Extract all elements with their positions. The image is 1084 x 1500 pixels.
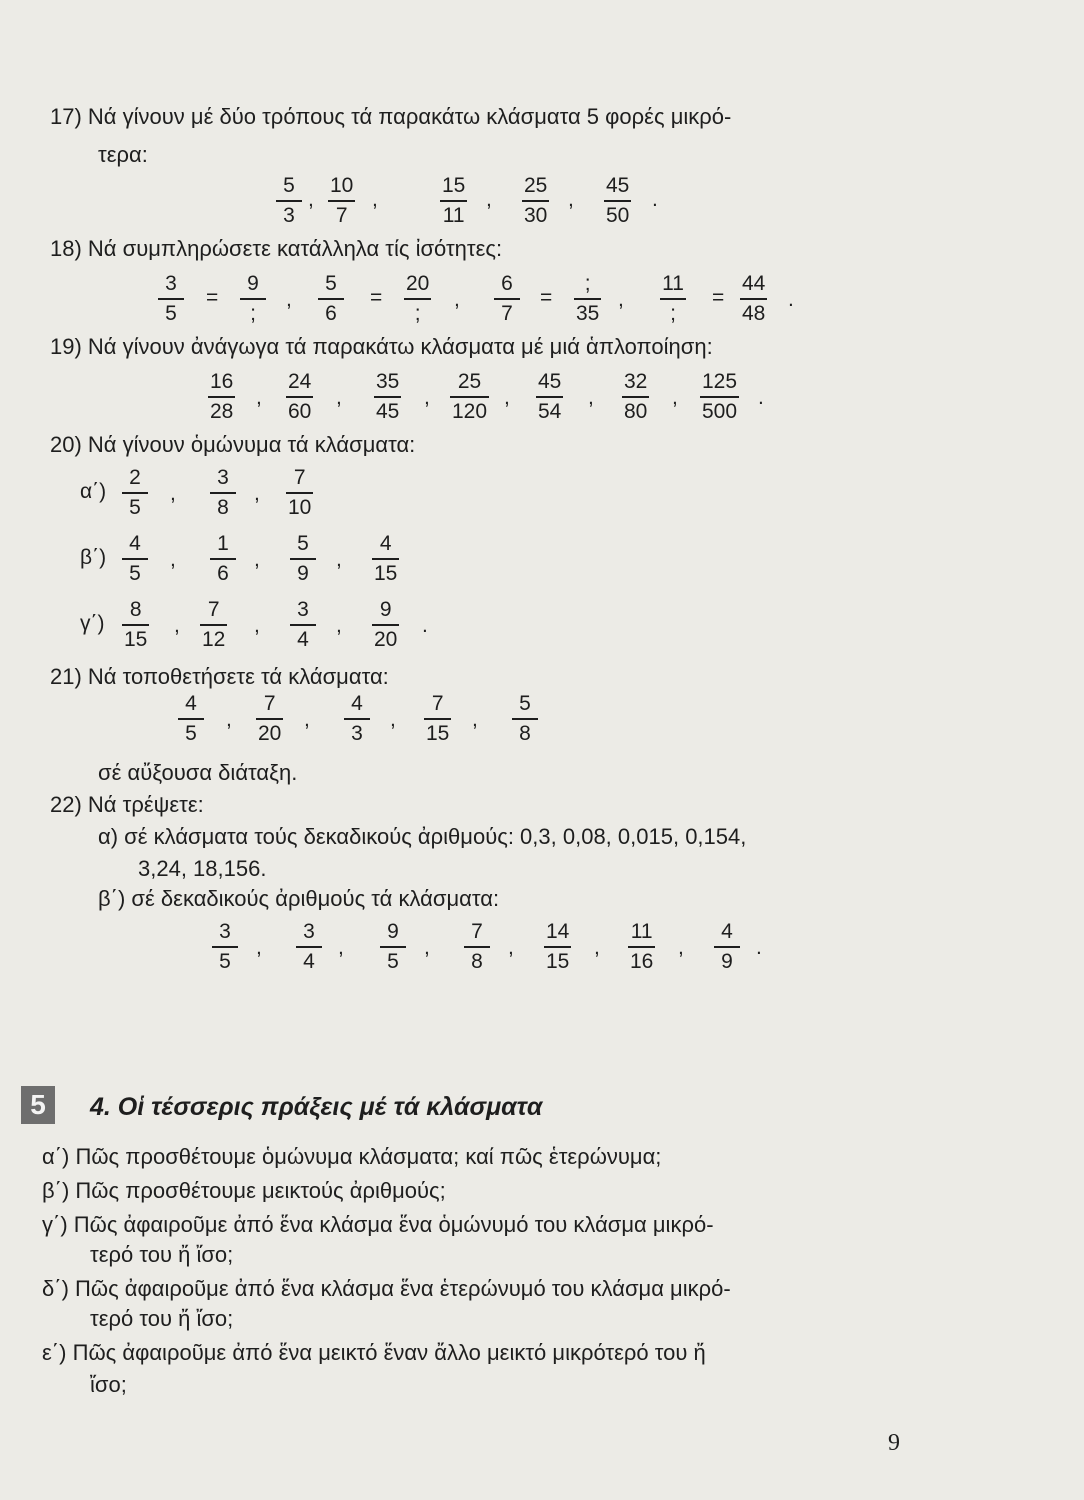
- fraction: 11 16: [630, 920, 654, 973]
- fraction: 2 5: [122, 466, 148, 520]
- fraction: 4 9: [714, 920, 740, 974]
- ex19-line1: 19) Νά γίνουν ἀνάγωγα τά παρακάτω κλάσματα μέ μιά ἁπλοποίηση:: [50, 334, 713, 359]
- fraction: 8 15: [124, 598, 148, 651]
- section-title: 4. Οἱ τέσσερις πράξεις μέ τά κλάσματα: [90, 1093, 543, 1121]
- fraction: 5 8: [512, 692, 538, 746]
- fraction: 5 6: [318, 272, 344, 326]
- fraction: 6 7: [494, 272, 520, 326]
- fraction: 3 4: [290, 598, 316, 652]
- ex22-b1: β΄) σέ δεκαδικούς ἀριθμούς τά κλάσματα:: [98, 886, 500, 911]
- fraction: 16 28: [210, 370, 234, 423]
- ex17-line2: τερα:: [98, 142, 148, 167]
- fraction: 7 15: [426, 692, 450, 745]
- fraction: 25 120: [452, 370, 488, 423]
- question-line: ε΄) Πῶς ἀφαιροῦμε ἀπό ἕνα μεικτό ἕναν ἄλλο μεικτό μικρότερό του ἤ: [42, 1340, 706, 1365]
- section-badge: 5: [21, 1086, 55, 1124]
- fraction: 3 4: [296, 920, 322, 974]
- fraction: 7 20: [258, 692, 282, 745]
- fraction: 45 54: [538, 370, 562, 423]
- fraction: 9 20: [374, 598, 398, 651]
- fraction: 44 48: [742, 272, 766, 325]
- question-line: ἴσο;: [90, 1372, 127, 1397]
- question-line: α΄) Πῶς προσθέτουμε ὁμώνυμα κλάσματα; καί πῶς ἑτερώνυμα;: [42, 1144, 662, 1169]
- ex22-a2: 3,24, 18,156.: [138, 856, 267, 881]
- ex22-line1: 22) Νά τρέψετε:: [50, 792, 204, 817]
- fraction: 3 5: [158, 272, 184, 326]
- fraction: 32 80: [624, 370, 648, 423]
- fraction: 4 15: [374, 532, 398, 585]
- fraction: 7 8: [464, 920, 490, 974]
- fraction: 45 50: [606, 174, 630, 227]
- fraction: 5 3: [276, 174, 302, 228]
- fraction: 14 15: [546, 920, 570, 973]
- question-line: τερό του ἤ ἴσο;: [90, 1242, 234, 1267]
- fraction: 7 12: [202, 598, 226, 651]
- ex21-line1: 21) Νά τοποθετήσετε τά κλάσματα:: [50, 664, 389, 689]
- question-line: γ΄) Πῶς ἀφαιροῦμε ἀπό ἕνα κλάσμα ἕνα ὁμώνυμό του κλάσμα μικρό-: [42, 1212, 714, 1237]
- question-line: β΄) Πῶς προσθέτουμε μεικτούς ἀριθμούς;: [42, 1178, 446, 1203]
- fraction: 9 ;: [240, 272, 266, 326]
- fraction: 25 30: [524, 174, 548, 227]
- page-number: 9: [888, 1430, 900, 1456]
- fraction: 3 8: [210, 466, 236, 520]
- fraction: 4 5: [178, 692, 204, 746]
- fraction: ; 35: [576, 272, 600, 325]
- fraction: 15 11: [442, 174, 466, 227]
- label: γ΄): [80, 612, 105, 635]
- fraction: 35 45: [376, 370, 400, 423]
- ex22-a1: α) σέ κλάσματα τούς δεκαδικούς ἀριθμούς: 0,3, 0,08, 0,015, 0,154,: [98, 824, 747, 849]
- fraction: 24 60: [288, 370, 312, 423]
- fraction: 4 3: [344, 692, 370, 746]
- ex17-line1: 17) Νά γίνουν μέ δύο τρόπους τά παρακάτω κλάσματα 5 φορές μικρό-: [50, 104, 732, 129]
- fraction: 3 5: [212, 920, 238, 974]
- fraction: 125 500: [702, 370, 738, 423]
- fraction: 20 ;: [406, 272, 430, 325]
- ex18-line1: 18) Νά συμπληρώσετε κατάλληλα τίς ἰσότητες:: [50, 236, 503, 261]
- ex20-line1: 20) Νά γίνουν ὁμώνυμα τά κλάσματα:: [50, 432, 416, 457]
- ex21-line2: σέ αὔξουσα διάταξη.: [98, 760, 298, 785]
- fraction: 9 5: [380, 920, 406, 974]
- fraction: 5 9: [290, 532, 316, 586]
- label: β΄): [80, 546, 107, 569]
- fraction: 10 7: [330, 174, 354, 227]
- fraction: 11 ;: [660, 272, 686, 326]
- question-line: τερό του ἤ ἴσο;: [90, 1306, 234, 1331]
- fraction: 7 10: [288, 466, 312, 519]
- fraction: 1 6: [210, 532, 236, 586]
- fraction: 4 5: [122, 532, 148, 586]
- question-line: δ΄) Πῶς ἀφαιροῦμε ἀπό ἕνα κλάσμα ἕνα ἑτερώνυμό του κλάσμα μικρό-: [42, 1276, 731, 1301]
- label: α΄): [80, 480, 107, 503]
